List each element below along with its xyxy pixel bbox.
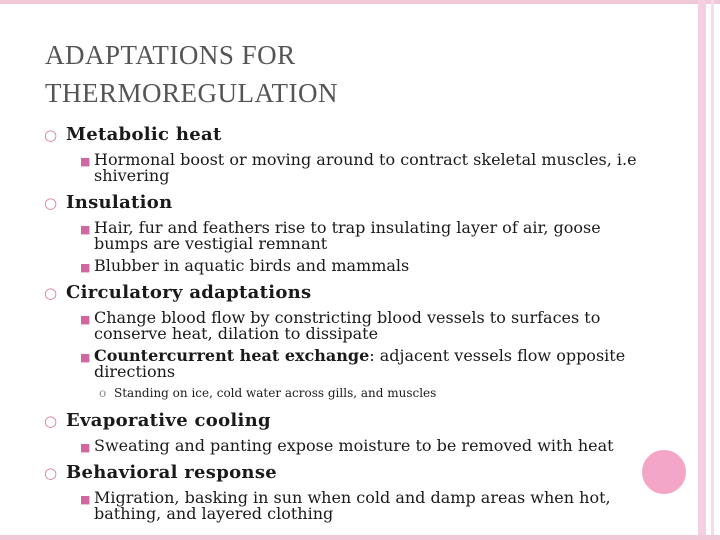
section-heading: ○ Evaporative cooling [44, 410, 271, 431]
list-item: ■ Change blood flow by constricting blood vessels to surfaces to conserve heat, dilation to dissipate [80, 308, 601, 343]
list-item: ■ Hormonal boost or moving around to contract skeletal muscles, i.e shivering [80, 150, 637, 185]
bullet-icon: ■ [80, 351, 91, 364]
bullet-icon: ■ [80, 493, 91, 506]
slide-right-border-thin [711, 0, 714, 540]
section-heading: ○ Circulatory adaptations [44, 282, 312, 303]
bullet-icon: ○ [44, 464, 58, 482]
slide-right-border [698, 0, 706, 540]
list-item: ■ Hair, fur and feathers rise to trap insulating layer of air, goose bumps are vestigial remnant [80, 218, 601, 253]
bold-term: Countercurrent heat exchange [94, 346, 370, 365]
slide-content [44, 124, 644, 528]
bullet-icon: ■ [80, 155, 91, 168]
list-item: ■ Countercurrent heat exchange: adjacent vessels flow opposite directions [80, 346, 626, 381]
section-heading: ○ Insulation [44, 192, 173, 213]
sub-list-item: o Standing on ice, cold water across gills, and muscles [99, 386, 437, 400]
section-heading: ○ Metabolic heat [44, 124, 222, 145]
bullet-icon: ■ [80, 313, 91, 326]
slide-top-border [0, 0, 720, 4]
list-item: ■ Migration, basking in sun when cold and damp areas when hot, bathing, and layered clothing [80, 488, 611, 523]
bullet-icon: ○ [44, 126, 58, 144]
decorative-circle [642, 450, 686, 494]
list-item: ■ Sweating and panting expose moisture to be removed with heat [80, 436, 614, 455]
bullet-icon: ■ [80, 441, 91, 454]
list-item: ■ Blubber in aquatic birds and mammals [80, 256, 410, 275]
slide-title: ADAPTATIONS FOR THERMOREGULATION [45, 40, 338, 108]
bullet-icon: ○ [44, 284, 58, 302]
bullet-icon: ■ [80, 261, 91, 274]
bullet-icon: ■ [80, 223, 91, 236]
sub-bullet-icon: o [99, 386, 107, 400]
slide-bottom-border [0, 535, 720, 540]
section-heading: ○ Behavioral response [44, 462, 278, 483]
bullet-icon: ○ [44, 412, 58, 430]
bullet-icon: ○ [44, 194, 58, 212]
